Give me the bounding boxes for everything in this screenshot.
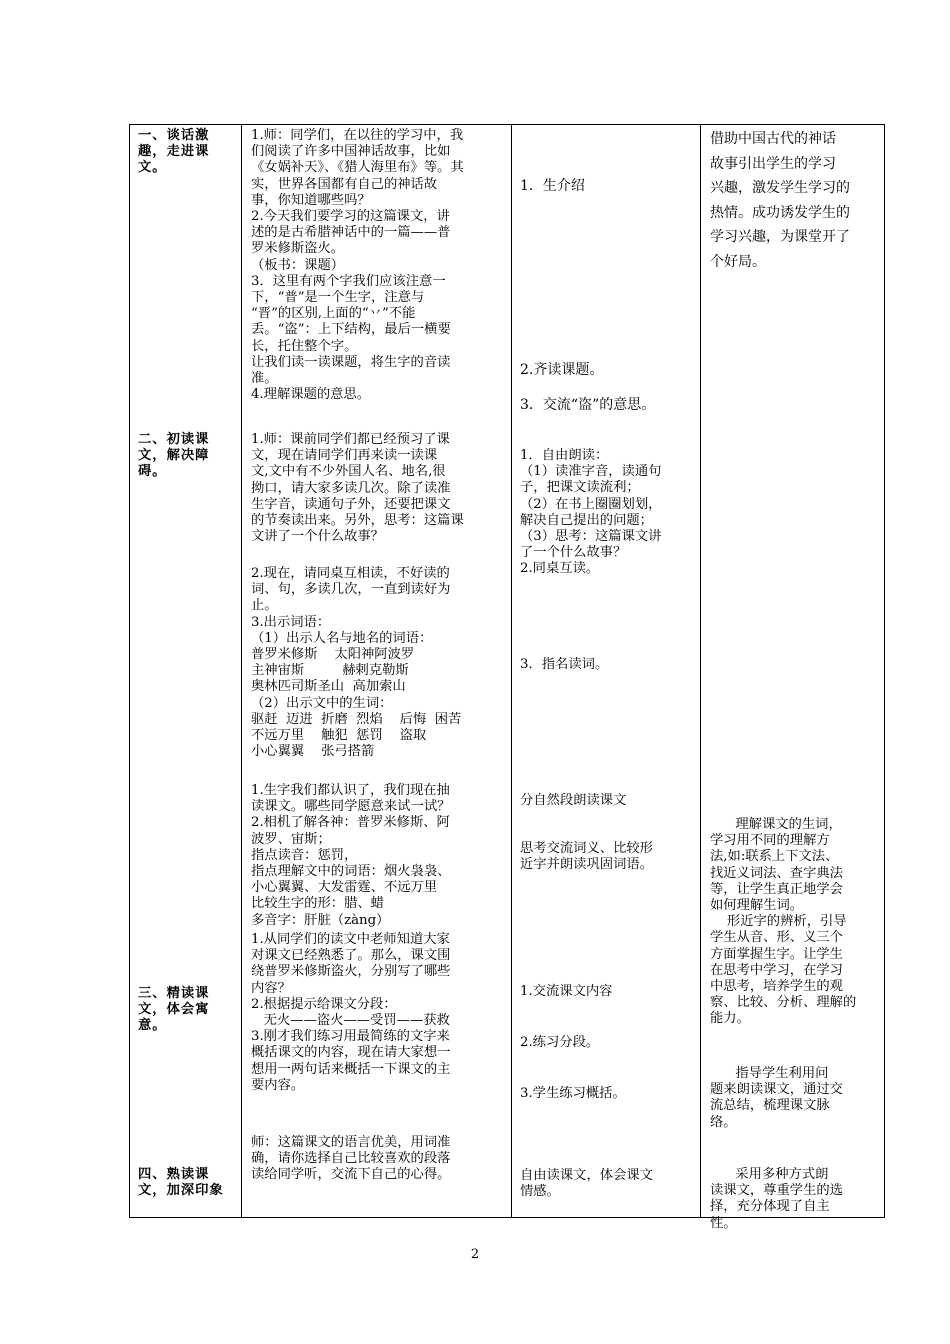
student-activity-10: 3.学生练习概括。 — [520, 1086, 626, 1101]
student-activity-5: 3．指名读词。 — [520, 657, 609, 672]
teacher-activity-4: 1.生字我们都认识了，我们现在抽 读课文。哪些同学愿意来试一试？ 2.相机了解各神：普罗米修斯、阿 波罗、宙斯； 指点读音：惩罚， 指点理解文中的词语：烟火袅袅、 小心翼翼、大发雷霆、不远万里 比较生字的形：腊、蜡 多音字：肝脏（zàng） — [251, 783, 451, 928]
column-divider — [700, 125, 701, 1217]
teacher-activity-6: 师：这篇课文的语言优美，用词准 确，请你选择自己比较喜欢的段落 读给同学听，交流下自己的心得。 — [251, 1135, 451, 1183]
stage-3-label: 三、精读课 文，体会寓 意。 — [138, 986, 210, 1034]
student-activity-4: 1．自由朗读： （1）读准字音，读通句 子，把课文读流利； （2）在书上圈圈划划， 解决自己提出的问题； （3）思考：这篇课文讲 了一个什么故事？ 2.同桌互读。 — [520, 448, 662, 577]
design-intent-4: 采用多种方式朗 读课文，尊重学生的选 择，充分体现了自主 性。 — [710, 1167, 843, 1231]
lesson-plan-table — [129, 124, 885, 1231]
stage-4-label: 四、熟读课 文，加深印象 — [138, 1167, 224, 1199]
student-activity-6: 分自然段朗读课文 — [520, 793, 627, 808]
design-intent-3: 指导学生利用问 题来朗读课文，通过交 流总结，梳理课文脉 络。 — [710, 1066, 843, 1130]
design-intent-1: 借助中国古代的神话 故事引出学生的学习 兴趣，激发学生学习的 热情。成功诱发学生的 学习兴趣，为课堂开了 个好局。 — [710, 131, 850, 270]
teacher-activity-5: 1.从同学们的读文中老师知道大家 对课文已经熟悉了。那么，课文围 绕普罗米修斯盗火，分别写了哪些 内容？ 2.根据提示给课文分段： 无火——盗火——受罚——获救 3.刚才我们练习用最简练的文字来 概括课文的内容，现在请大家想一 想用一两句话来概括一下课文的主 要内容。 — [251, 932, 451, 1093]
student-activity-2: 2.齐读课题。 — [520, 362, 604, 378]
student-activity-9: 2.练习分段。 — [520, 1035, 600, 1050]
student-activity-8: 1.交流课文内容 — [520, 984, 613, 999]
teacher-activity-1: 1.师：同学们，在以往的学习中，我 们阅读了许多中国神话故事，比如 《女娲补天》、《猎人海里布》等。其 实，世界各国都有自己的神话故 事，你知道哪些吗？ 2.今天我们要学习的这篇课文，讲 述的是古希腊神话中的一篇——普 罗米修斯盗火。 （板书：课题） 3．这里有两个字我们应该注意一 下，“普”是一个生字，注意与 “晋”的区别,上面的“丷”不能 丢。“盗”：上下结构，最后一横要 长，托住整个字。 让我们读一读课题，将生字的音读 准。 4.理解课题的意思。 — [251, 128, 464, 403]
column-divider — [511, 125, 512, 1217]
student-activity-11: 自由读课文，体会课文 情感。 — [520, 1168, 653, 1200]
student-activity-7: 思考交流词义、比较形 近字并朗读巩固词语。 — [520, 841, 653, 873]
design-intent-2: 理解课文的生词， 学习用不同的理解方 法,如:联系上下文法、 找近义词法、查字典法 等，让学生真正地学会 如何理解生词。 形近字的辨析，引导 学生从音、形、义三个 方面掌握生字。让学生 在思考中学习，在学习 中思考，培养学生的观 察、比较、分析、理解的 能力。 — [710, 817, 857, 1027]
stage-1-label: 一、谈话激 趣，走进课 文。 — [138, 128, 210, 176]
teacher-activity-3: 2.现在，请同桌互相读，不好读的 词、句，多读几次，一直到读好为 止。 3.出示词语： （1）出示人名与地名的词语： 普罗米修斯 太阳神阿波罗 主神宙斯 赫剌克勒斯 奥林匹司斯圣山 高加索山 （2）出示文中的生词： 驱赶 迈进 折磨 烈焰 后悔 困苦 不远万里 触犯 惩罚 盗取 小心翼翼 张弓搭箭 — [251, 566, 462, 760]
page-number: 2 — [470, 1247, 480, 1262]
stage-2-label: 二、初读课 文，解决障 碍。 — [138, 432, 210, 480]
student-activity-1: 1．生介绍 — [520, 178, 585, 194]
teacher-activity-2: 1.师：课前同学们都已经预习了课 文，现在请同学们再来读一读课 文,文中有不少外国人名、地名,很 拗口，请大家多读几次。除了读准 生字音，读通句子外，还要把课文 的节奏读出来。另外，思考：这篇课 文讲了一个什么故事？ — [251, 432, 464, 545]
student-activity-3: 3．交流“盗”的意思。 — [520, 397, 656, 413]
column-divider — [241, 125, 242, 1217]
